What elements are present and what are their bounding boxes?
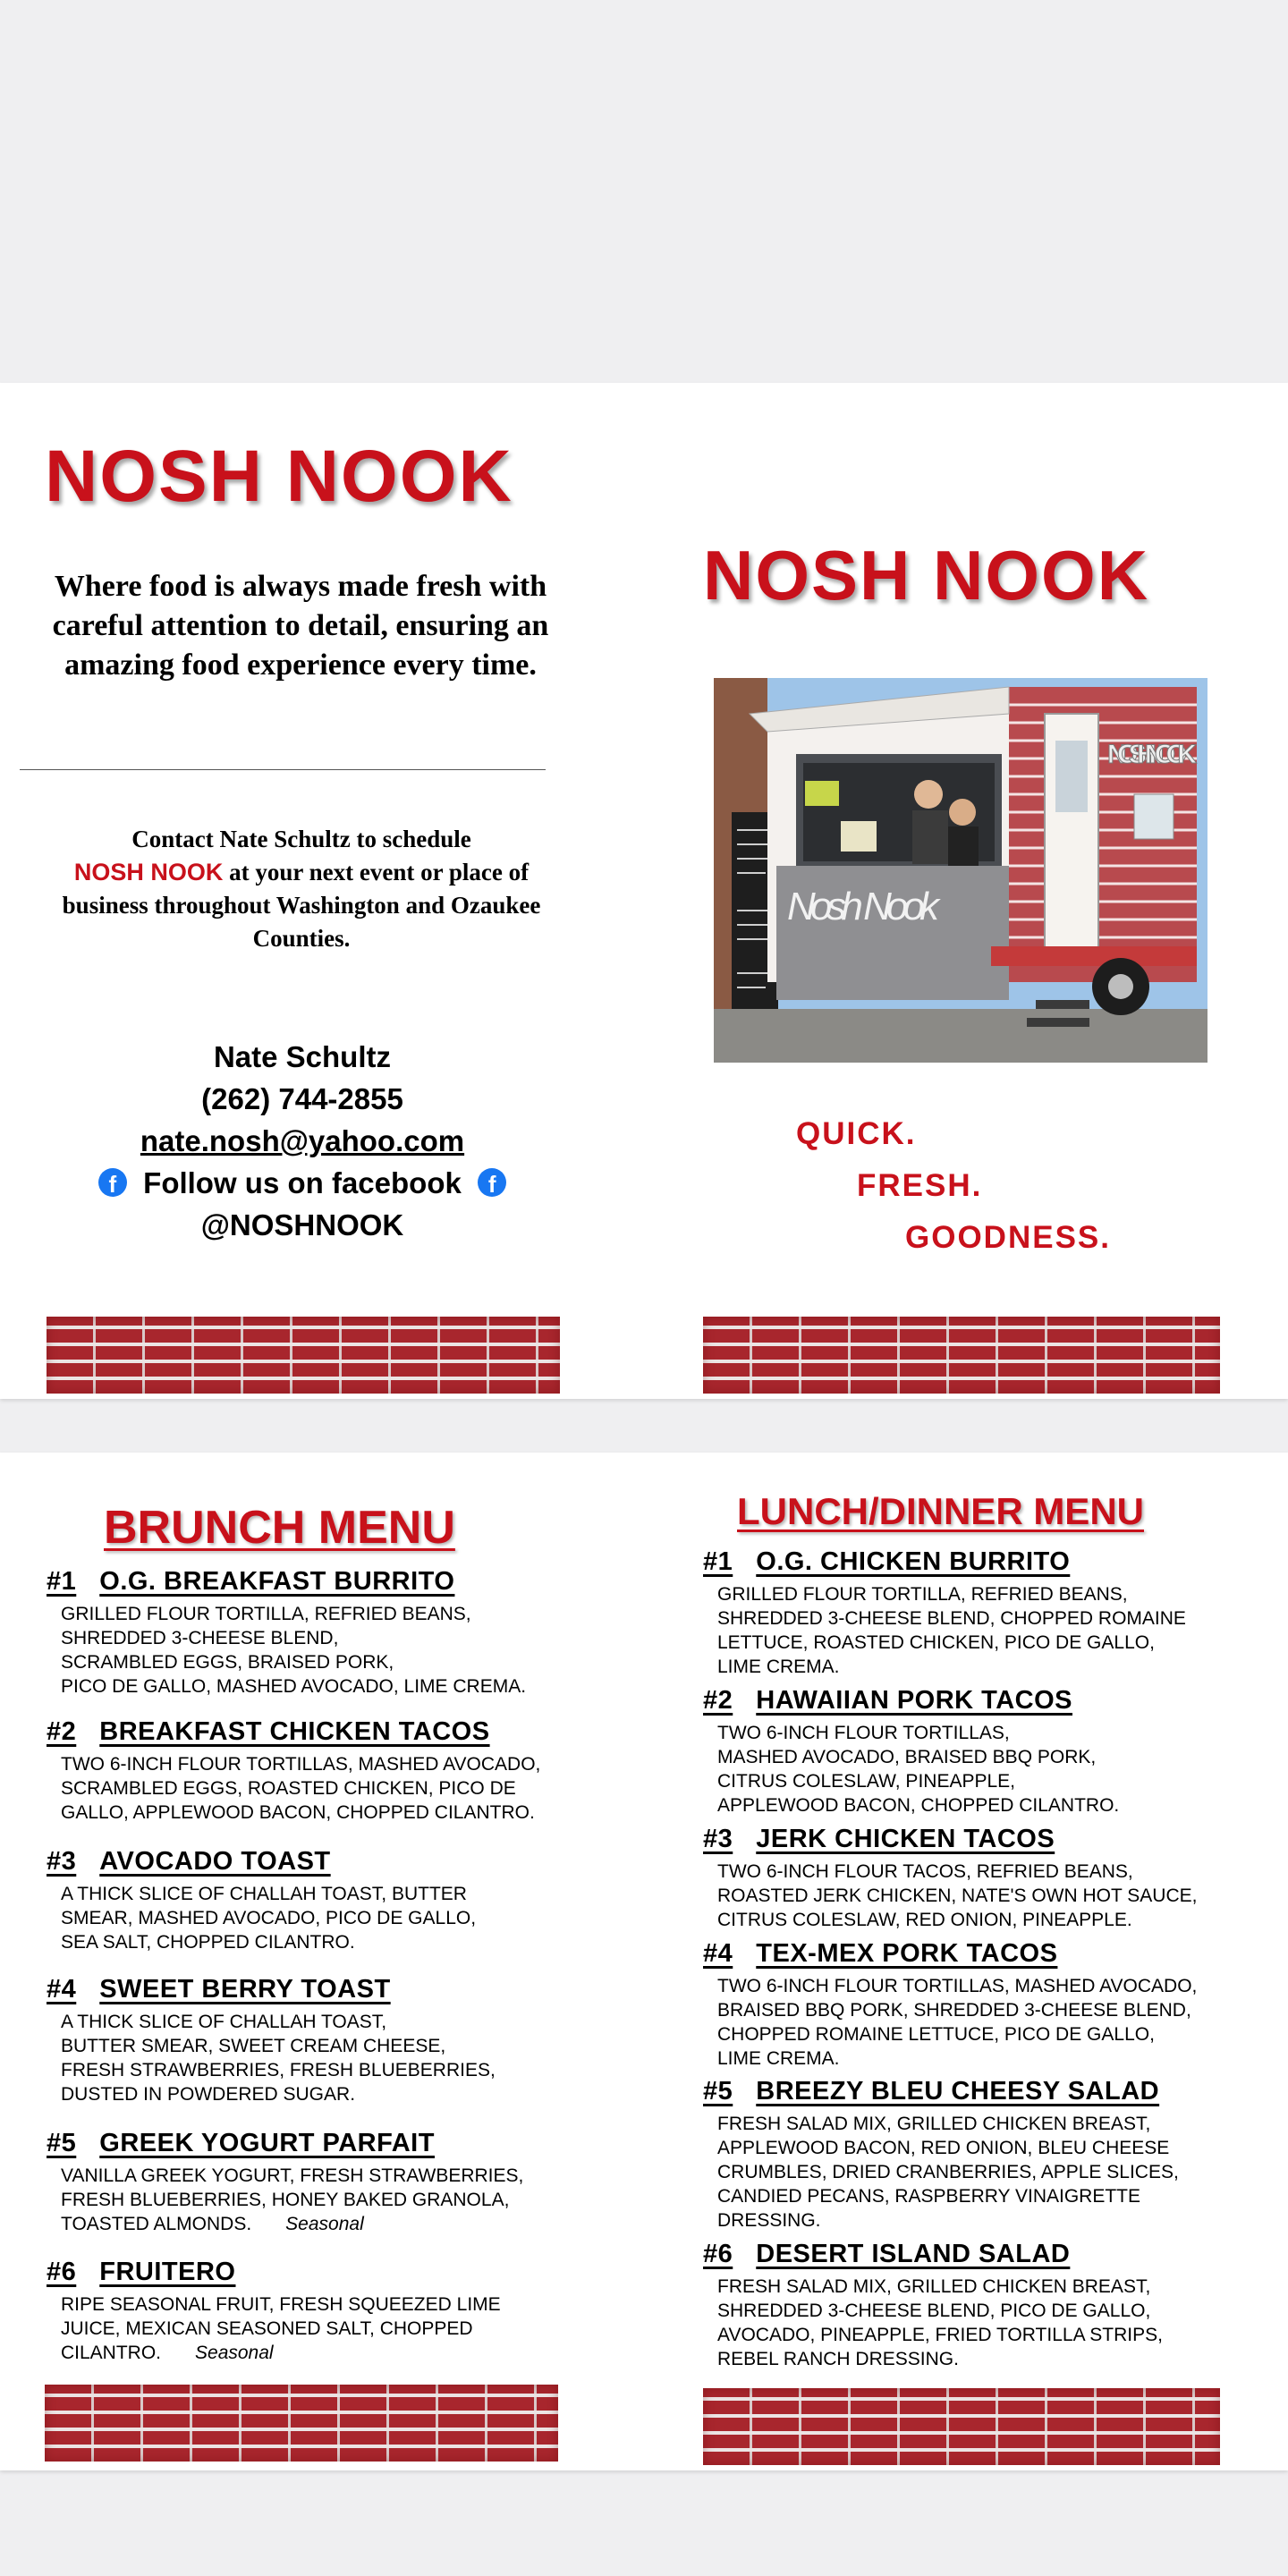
item-name: O.G. BREAKFAST BURRITO	[99, 1567, 455, 1596]
lunch-dinner-menu-heading: LUNCH/DINNER MENU	[737, 1490, 1144, 1532]
item-description: FRESH SALAD MIX, GRILLED CHICKEN BREAST, SHREDDED 3-CHEESE BLEND, PICO DE GALLO, AVOCADO, PINEAPPLE, FRIED TORTILLA STRIPS, REBEL RANCH DRESSING.	[717, 2276, 1163, 2369]
contact-name: Nate Schultz	[213, 1040, 392, 1073]
list-item	[47, 2258, 619, 2365]
facebook-icon: f	[98, 1168, 127, 1197]
list-item	[47, 2129, 619, 2258]
schedule-brand: NOSH NOOK	[73, 859, 224, 886]
item-name: GREEK YOGURT PARFAIT	[99, 2129, 435, 2157]
item-name: DESERT ISLAND SALAD	[756, 2240, 1071, 2268]
item-name: HAWAIIAN PORK TACOS	[756, 1686, 1073, 1715]
brunch-menu-heading: BRUNCH MENU	[104, 1502, 455, 1554]
photo-sign-text: Nosh Nook	[787, 885, 939, 928]
item-description: TWO 6-INCH FLOUR TORTILLAS, MASHED AVOCADO, SCRAMBLED EGGS, ROASTED CHICKEN, PICO DE GALLO, APPLEWOOD BACON, CHOPPED CILANTRO.	[61, 1754, 541, 1823]
list-item	[47, 1567, 619, 1717]
seasonal-note: Seasonal	[195, 2343, 274, 2363]
tagline-quick: QUICK.	[796, 1116, 917, 1151]
list-item	[47, 1717, 619, 1847]
item-number: #6	[47, 2258, 77, 2286]
tagline-blurb: Where food is always made fresh with careful attention to detail, ensuring an amazing food experience every time.	[52, 570, 549, 682]
schedule-text-after: at your next event or place of business throughout Washington and Ozaukee Counties.	[62, 859, 541, 952]
item-description: GRILLED FLOUR TORTILLA, REFRIED BEANS, SHREDDED 3-CHEESE BLEND, SCRAMBLED EGGS, BRAISED PORK, PICO DE GALLO, MASHED AVOCADO, LIME CREMA.	[61, 1604, 527, 1697]
item-number: #4	[703, 1939, 733, 1968]
list-item	[47, 1847, 619, 1975]
list-item	[703, 2240, 1258, 2371]
brick-border	[47, 1317, 560, 1394]
tagline-fresh: FRESH.	[857, 1168, 983, 1203]
item-name: SWEET BERRY TOAST	[99, 1975, 391, 2004]
facebook-label: Follow us on facebook	[143, 1166, 462, 1199]
item-description: GRILLED FLOUR TORTILLA, REFRIED BEANS, SHREDDED 3-CHEESE BLEND, CHOPPED ROMAINE LETTUCE, ROASTED CHICKEN, PICO DE GALLO, LIME CREMA.	[717, 1584, 1186, 1677]
list-item	[703, 2077, 1258, 2240]
item-number: #2	[47, 1717, 77, 1746]
item-description: A THICK SLICE OF CHALLAH TOAST, BUTTER SMEAR, SWEET CREAM CHEESE, FRESH STRAWBERRIES, FRESH BLUEBERRIES, DUSTED IN POWDERED SUGAR.	[61, 2012, 496, 2105]
item-number: #4	[47, 1975, 77, 2004]
item-name: BREAKFAST CHICKEN TACOS	[99, 1717, 490, 1746]
item-number: #5	[47, 2129, 77, 2157]
item-name: TEX-MEX PORK TACOS	[756, 1939, 1058, 1968]
brick-border	[703, 2388, 1220, 2465]
schedule-text-before: Contact Nate Schultz to schedule	[131, 826, 471, 852]
item-number: #5	[703, 2077, 733, 2106]
brick-border	[45, 2385, 558, 2462]
menu-page	[0, 1453, 1288, 2470]
facebook-icon: f	[478, 1168, 506, 1197]
list-item	[47, 1975, 619, 2129]
item-description: TWO 6-INCH FLOUR TORTILLAS, MASHED AVOCADO, BRAISED BBQ PORK, CITRUS COLESLAW, PINEAPPLE, APPLEWOOD BACON, CHOPPED CILANTRO.	[717, 1723, 1120, 1816]
item-name: AVOCADO TOAST	[99, 1847, 331, 1876]
seasonal-note: Seasonal	[285, 2214, 364, 2234]
list-item	[703, 1825, 1258, 1939]
tagline-goodness: GOODNESS.	[905, 1220, 1111, 1255]
svg-text:NOSH NOOK: NOSH NOOK	[1107, 740, 1197, 769]
item-description: FRESH SALAD MIX, GRILLED CHICKEN BREAST, APPLEWOOD BACON, RED ONION, BLEU CHEESE CRUMBLES, DRIED CRANBERRIES, APPLE SLICES, CANDIED PECANS, RASPBERRY VINAIGRETTE DRESSING.	[717, 2114, 1179, 2231]
item-name: BREEZY BLEU CHEESY SALAD	[756, 2077, 1160, 2106]
item-number: #2	[703, 1686, 733, 1715]
contact-email-link[interactable]: nate.nosh@yahoo.com	[140, 1124, 465, 1157]
list-item	[703, 1939, 1258, 2077]
item-number: #1	[47, 1567, 77, 1596]
left-brand-title: NOSH NOOK	[45, 436, 513, 517]
item-name: JERK CHICKEN TACOS	[756, 1825, 1055, 1853]
contact-block	[36, 1036, 569, 1246]
item-number: #3	[47, 1847, 77, 1876]
schedule-blurb	[47, 823, 556, 955]
cover-page	[0, 383, 1288, 1399]
item-name: FRUITERO	[99, 2258, 236, 2286]
food-truck-photo	[714, 678, 1208, 1063]
item-description: VANILLA GREEK YOGURT, FRESH STRAWBERRIES, FRESH BLUEBERRIES, HONEY BAKED GRANOLA, TOASTED ALMONDS.	[61, 2165, 524, 2234]
item-description: TWO 6-INCH FLOUR TORTILLAS, MASHED AVOCADO, BRAISED BBQ PORK, SHREDDED 3-CHEESE BLEND, CHOPPED ROMAINE LETTUCE, PICO DE GALLO, LIME CREMA.	[717, 1976, 1198, 2069]
brick-border	[703, 1317, 1220, 1394]
facebook-row[interactable]	[36, 1162, 569, 1204]
item-description: TWO 6-INCH FLOUR TACOS, REFRIED BEANS, ROASTED JERK CHICKEN, NATE'S OWN HOT SAUCE, CITRUS COLESLAW, RED ONION, PINEAPPLE.	[717, 1861, 1198, 1930]
lunch-dinner-menu-list	[703, 1547, 1258, 2371]
item-number: #6	[703, 2240, 733, 2268]
list-item	[703, 1686, 1258, 1825]
list-item	[703, 1547, 1258, 1686]
contact-phone[interactable]: (262) 744-2855	[201, 1082, 403, 1115]
brunch-menu-list	[47, 1567, 619, 2365]
item-description: RIPE SEASONAL FRUIT, FRESH SQUEEZED LIME JUICE, MEXICAN SEASONED SALT, CHOPPED CILANTRO.	[61, 2294, 501, 2363]
divider	[20, 769, 546, 770]
facebook-handle[interactable]: @NOSHNOOK	[200, 1208, 404, 1241]
item-number: #3	[703, 1825, 733, 1853]
item-name: O.G. CHICKEN BURRITO	[756, 1547, 1071, 1576]
item-number: #1	[703, 1547, 733, 1576]
right-brand-title: NOSH NOOK	[703, 536, 1150, 614]
item-description: A THICK SLICE OF CHALLAH TOAST, BUTTER SMEAR, MASHED AVOCADO, PICO DE GALLO, SEA SALT, CHOPPED CILANTRO.	[61, 1884, 477, 1953]
